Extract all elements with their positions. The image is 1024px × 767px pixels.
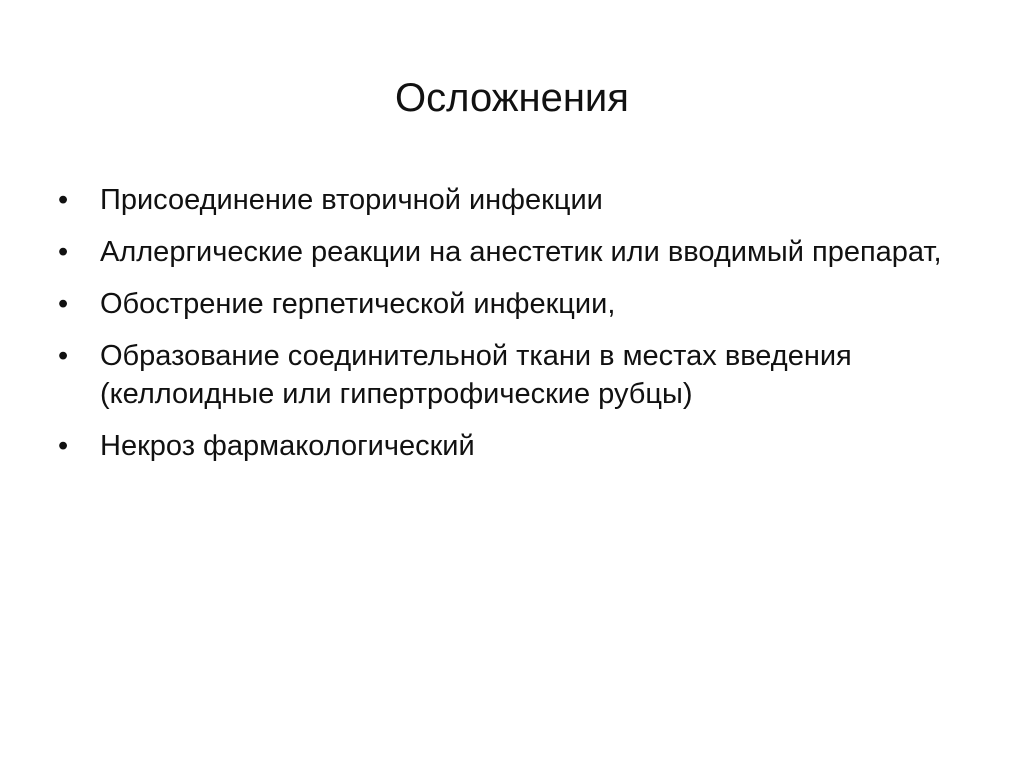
bullet-item-necrosis [58,427,978,465]
bullet-dot-icon: • [58,288,69,320]
bullet-item-allergic-reactions [58,233,978,271]
bullet-text: Присоединение вторичной инфекции [100,184,603,216]
slide-title: Осложнения [395,76,629,120]
bullet-dot-icon: • [58,430,69,462]
bullet-text: Аллергические реакции на анестетик или вводимый препарат, [100,236,942,268]
bullet-dot-icon: • [58,184,69,216]
bullet-list [58,181,978,479]
bullet-dot-icon: • [58,236,69,268]
bullet-item-connective-tissue [58,337,978,413]
bullet-text: Образование соединительной ткани в местах введения (келлоидные или гипертрофические рубцы) [100,340,852,410]
bullet-text: Обострение герпетической инфекции, [100,288,616,320]
bullet-dot-icon: • [58,340,69,372]
bullet-item-secondary-infection [58,181,978,219]
bullet-item-herpetic-exacerbation [58,285,978,323]
bullet-text: Некроз фармакологический [100,430,475,462]
